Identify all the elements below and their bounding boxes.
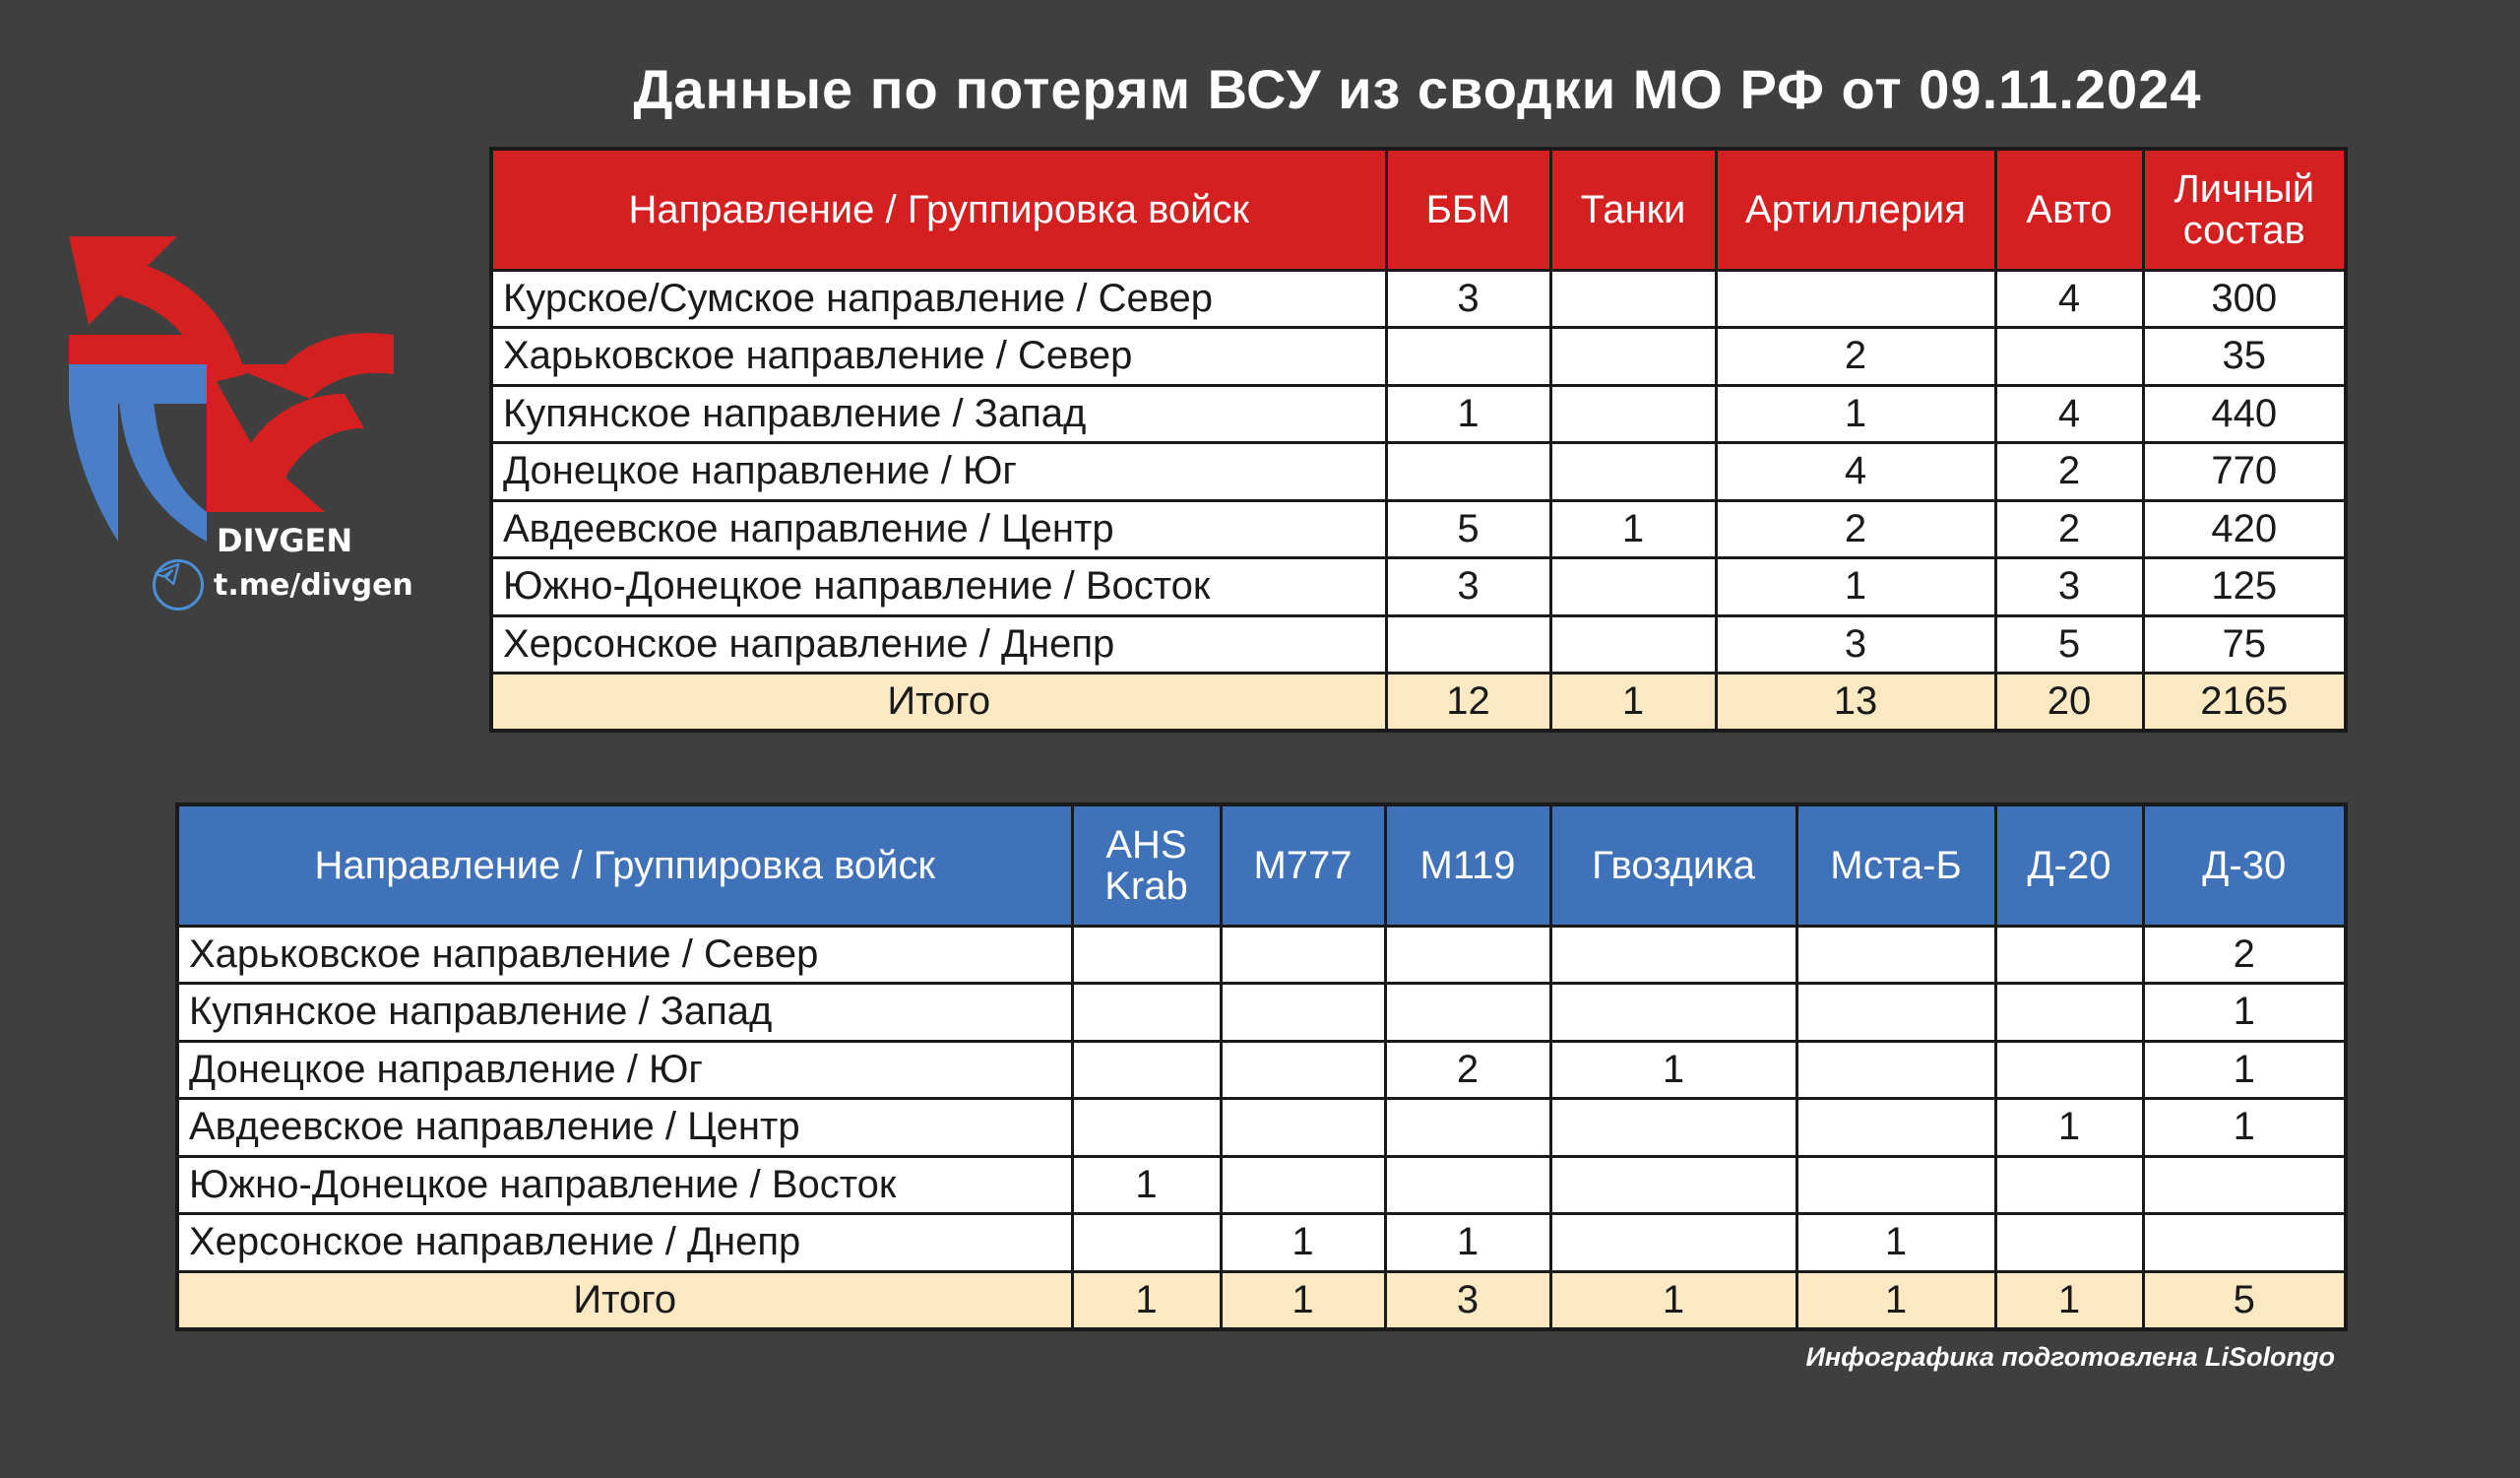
value-cell — [1995, 926, 2143, 984]
value-cell: 35 — [2143, 328, 2346, 386]
value-cell: 5 — [1386, 500, 1550, 558]
column-header-m777: M777 — [1221, 804, 1385, 926]
total-value-cell: 1 — [1796, 1271, 1995, 1329]
value-cell — [1072, 1214, 1221, 1272]
value-cell: 3 — [1386, 270, 1550, 328]
value-cell — [2143, 1156, 2346, 1214]
total-row — [491, 674, 2346, 732]
table-header-row — [177, 804, 2346, 926]
telegram-link-text: t.me/divgen — [214, 567, 413, 603]
table-row — [491, 270, 2346, 328]
column-header-gvozdika: Гвоздика — [1550, 804, 1796, 926]
value-cell — [1995, 1214, 2143, 1272]
value-cell — [1796, 926, 1995, 984]
value-cell — [1995, 328, 2143, 386]
table-row — [177, 984, 2346, 1042]
value-cell: 2 — [1995, 500, 2143, 558]
value-cell: 4 — [1995, 270, 2143, 328]
value-cell — [1385, 984, 1550, 1042]
value-cell — [1385, 926, 1550, 984]
value-cell — [1550, 328, 1716, 386]
value-cell — [1221, 1156, 1385, 1214]
column-header-d20: Д-20 — [1995, 804, 2143, 926]
value-cell: 2 — [1716, 500, 1995, 558]
value-cell: 2 — [2143, 926, 2346, 984]
direction-cell: Купянское направление / Запад — [177, 984, 1072, 1042]
telegram-icon — [153, 559, 204, 610]
total-value-cell: 1 — [1550, 1271, 1796, 1329]
value-cell: 1 — [1716, 385, 1995, 443]
value-cell — [1386, 443, 1550, 501]
value-cell — [2143, 1214, 2346, 1272]
divgen-logo — [59, 217, 472, 630]
value-cell: 2 — [1385, 1041, 1550, 1099]
total-value-cell: 5 — [2143, 1271, 2346, 1329]
column-header-m119: M119 — [1385, 804, 1550, 926]
total-value-cell: 2165 — [2143, 674, 2346, 732]
direction-cell: Авдеевское направление / Центр — [177, 1099, 1072, 1157]
column-header-artillery: Артиллерия — [1716, 149, 1995, 270]
column-header-personnel: Личный состав — [2143, 149, 2346, 270]
losses-table — [489, 147, 2348, 733]
value-cell — [1550, 443, 1716, 501]
value-cell: 1 — [1995, 1099, 2143, 1157]
value-cell: 1 — [1716, 558, 1995, 616]
column-header-bbm: ББМ — [1386, 149, 1550, 270]
value-cell — [1550, 385, 1716, 443]
value-cell: 1 — [2143, 1099, 2346, 1157]
value-cell — [1550, 558, 1716, 616]
value-cell — [1796, 1099, 1995, 1157]
value-cell: 4 — [1995, 385, 2143, 443]
value-cell: 2 — [1995, 443, 2143, 501]
direction-cell: Авдеевское направление / Центр — [491, 500, 1386, 558]
total-value-cell: 13 — [1716, 674, 1995, 732]
table-row — [491, 385, 2346, 443]
value-cell: 1 — [1550, 1041, 1796, 1099]
value-cell — [1995, 984, 2143, 1042]
table-row — [177, 1214, 2346, 1272]
total-value-cell: 1 — [1221, 1271, 1385, 1329]
value-cell — [1072, 926, 1221, 984]
value-cell: 5 — [1995, 615, 2143, 674]
direction-cell: Курское/Сумское направление / Север — [491, 270, 1386, 328]
table-row — [177, 1156, 2346, 1214]
total-value-cell: 3 — [1385, 1271, 1550, 1329]
value-cell — [1796, 1041, 1995, 1099]
column-header-direction: Направление / Группировка войск — [491, 149, 1386, 270]
table-row — [491, 443, 2346, 501]
value-cell — [1796, 984, 1995, 1042]
column-header-msta-b: Мста-Б — [1796, 804, 1995, 926]
value-cell — [1221, 984, 1385, 1042]
value-cell: 1 — [1385, 1214, 1550, 1272]
direction-cell: Донецкое направление / Юг — [491, 443, 1386, 501]
value-cell: 440 — [2143, 385, 2346, 443]
value-cell: 75 — [2143, 615, 2346, 674]
value-cell: 770 — [2143, 443, 2346, 501]
value-cell — [1221, 926, 1385, 984]
value-cell — [1796, 1156, 1995, 1214]
direction-cell: Херсонское направление / Днепр — [491, 615, 1386, 674]
table-row — [491, 328, 2346, 386]
column-header-auto: Авто — [1995, 149, 2143, 270]
total-value-cell: 1 — [1995, 1271, 2143, 1329]
value-cell: 1 — [1072, 1156, 1221, 1214]
value-cell: 1 — [1550, 500, 1716, 558]
total-value-cell: 12 — [1386, 674, 1550, 732]
direction-cell: Херсонское направление / Днепр — [177, 1214, 1072, 1272]
total-label: Итого — [491, 674, 1386, 732]
direction-cell: Южно-Донецкое направление / Восток — [177, 1156, 1072, 1214]
value-cell: 2 — [1716, 328, 1995, 386]
value-cell — [1550, 926, 1796, 984]
table-row — [491, 500, 2346, 558]
value-cell: 1 — [2143, 984, 2346, 1042]
value-cell — [1386, 615, 1550, 674]
direction-cell: Харьковское направление / Север — [491, 328, 1386, 386]
value-cell — [1716, 270, 1995, 328]
artillery-losses-table — [175, 803, 2348, 1331]
value-cell — [1072, 984, 1221, 1042]
page-title: Данные по потерям ВСУ из сводки МО РФ от 09.11.2024 — [633, 58, 2202, 120]
table-row — [491, 615, 2346, 674]
value-cell — [1385, 1099, 1550, 1157]
value-cell: 3 — [1995, 558, 2143, 616]
value-cell: 1 — [1386, 385, 1550, 443]
value-cell: 1 — [1796, 1214, 1995, 1272]
direction-cell: Донецкое направление / Юг — [177, 1041, 1072, 1099]
value-cell — [1550, 1099, 1796, 1157]
value-cell — [1072, 1041, 1221, 1099]
column-header-ahs-krab: AHS Krab — [1072, 804, 1221, 926]
direction-cell: Харьковское направление / Север — [177, 926, 1072, 984]
telegram-link[interactable] — [153, 559, 413, 610]
value-cell: 3 — [1386, 558, 1550, 616]
table-row — [491, 558, 2346, 616]
value-cell: 420 — [2143, 500, 2346, 558]
value-cell — [1072, 1099, 1221, 1157]
direction-cell: Купянское направление / Запад — [491, 385, 1386, 443]
column-header-direction: Направление / Группировка войск — [177, 804, 1072, 926]
total-value-cell: 1 — [1550, 674, 1716, 732]
direction-cell: Южно-Донецкое направление / Восток — [491, 558, 1386, 616]
value-cell: 300 — [2143, 270, 2346, 328]
value-cell: 125 — [2143, 558, 2346, 616]
value-cell: 4 — [1716, 443, 1995, 501]
value-cell — [1221, 1041, 1385, 1099]
column-header-d30: Д-30 — [2143, 804, 2346, 926]
table-row — [177, 1041, 2346, 1099]
value-cell — [1995, 1041, 2143, 1099]
value-cell — [1550, 270, 1716, 328]
total-value-cell: 20 — [1995, 674, 2143, 732]
value-cell — [1550, 615, 1716, 674]
total-value-cell: 1 — [1072, 1271, 1221, 1329]
value-cell: 1 — [1221, 1214, 1385, 1272]
value-cell — [1550, 1156, 1796, 1214]
value-cell — [1995, 1156, 2143, 1214]
logo-name: DIVGEN — [217, 522, 353, 559]
value-cell: 3 — [1716, 615, 1995, 674]
value-cell — [1550, 984, 1796, 1042]
value-cell — [1386, 328, 1550, 386]
credit-text: Инфографика подготовлена LiSolongo — [1805, 1342, 2335, 1372]
value-cell — [1221, 1099, 1385, 1157]
total-label: Итого — [177, 1271, 1072, 1329]
value-cell — [1550, 1214, 1796, 1272]
table-row — [177, 926, 2346, 984]
column-header-tanks: Танки — [1550, 149, 1716, 270]
table-row — [177, 1099, 2346, 1157]
value-cell: 1 — [2143, 1041, 2346, 1099]
table-header-row — [491, 149, 2346, 270]
value-cell — [1385, 1156, 1550, 1214]
total-row — [177, 1271, 2346, 1329]
